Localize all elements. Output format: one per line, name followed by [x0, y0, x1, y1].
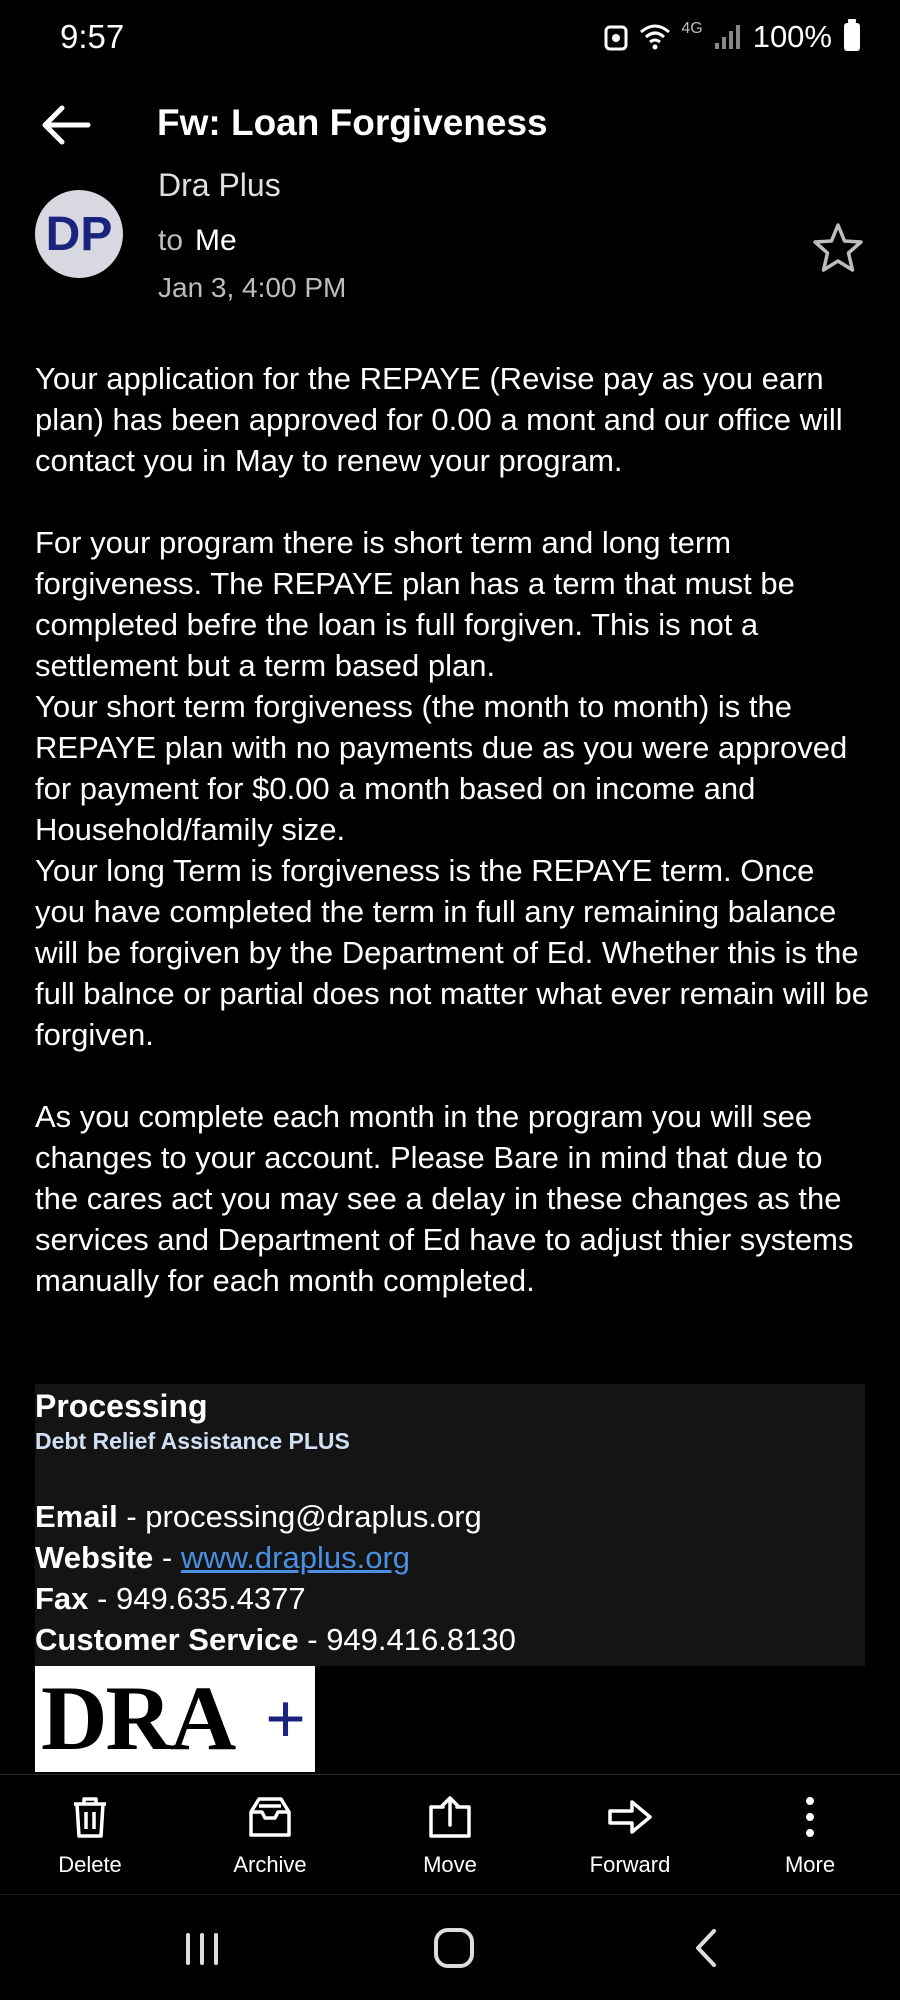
avatar[interactable]: DP	[35, 190, 123, 278]
email-body	[35, 358, 870, 1301]
archive-button[interactable]	[180, 1775, 360, 1894]
logo-plus: +	[265, 1679, 307, 1759]
recent-apps-button[interactable]	[172, 1923, 232, 1973]
website-link[interactable]: www.draplus.org	[180, 1540, 411, 1575]
network-label: 4G	[681, 20, 703, 37]
home-icon	[424, 1923, 484, 1973]
archive-icon	[245, 1792, 295, 1842]
battery-percent: 100%	[752, 19, 832, 54]
more-button[interactable]	[720, 1775, 900, 1894]
move-label: Move	[423, 1851, 477, 1877]
body-paragraph: Your short term forgiveness (the month to month) is the REPAYE plan with no payments due as you were approved for payment for $0.00 a month based on income and Household/family size.	[35, 689, 848, 847]
status-icons	[603, 22, 740, 52]
more-vert-icon	[785, 1792, 835, 1842]
message-date: Jan 3, 4:00 PM	[158, 272, 347, 303]
to-label: to	[158, 224, 184, 257]
trash-icon	[65, 1792, 115, 1842]
app-header	[0, 88, 900, 162]
signature-email	[35, 1496, 865, 1537]
signal-icon	[713, 23, 741, 51]
system-back-button[interactable]	[676, 1923, 736, 1973]
recipient-name: Me	[195, 224, 237, 257]
status-right	[603, 19, 860, 55]
separator: -	[298, 1622, 327, 1657]
sync-icon	[603, 22, 629, 52]
move-icon	[425, 1792, 475, 1842]
star-icon	[810, 220, 866, 276]
recent-apps-icon	[172, 1923, 232, 1973]
body-paragraph: For your program there is short term and long term forgiveness. The REPAYE plan has a term that must be completed befre the loan is full forgiven. This is not a settlement but a term based plan.	[35, 525, 795, 683]
back-arrow-icon	[38, 100, 94, 150]
archive-label: Archive	[233, 1851, 307, 1877]
body-paragraph: Your long Term is forgiveness is the REPAYE term. Once you have completed the term in full any remaining balance will be forgiven by the Department of Ed. Whether this is the full balnce or partial does not matter what ever remain will be forgiven.	[35, 853, 869, 1052]
paragraph-gap	[35, 1055, 870, 1096]
fax-value: 949.635.4377	[115, 1581, 306, 1616]
separator: -	[117, 1499, 146, 1534]
signature-website	[35, 1537, 865, 1578]
star-button[interactable]	[810, 220, 866, 276]
action-bar	[0, 1774, 900, 1894]
delete-label: Delete	[58, 1851, 122, 1877]
system-back-icon	[676, 1923, 736, 1973]
more-label: More	[784, 1851, 836, 1877]
home-button[interactable]	[424, 1923, 484, 1973]
sender-row	[0, 167, 900, 310]
customer-service-value[interactable]: 949.416.8130	[326, 1622, 516, 1657]
paragraph-gap	[35, 481, 870, 522]
status-bar	[0, 0, 900, 74]
fax-label: Fax	[35, 1581, 89, 1616]
status-time: 9:57	[60, 18, 125, 55]
separator: -	[88, 1581, 116, 1616]
recipient-line[interactable]	[158, 224, 237, 258]
email-value[interactable]: processing@draplus.org	[145, 1499, 482, 1534]
logo-text: DRA	[41, 1667, 235, 1769]
email-subject: Fw: Loan Forgiveness	[157, 102, 548, 143]
forward-button[interactable]	[540, 1775, 720, 1894]
body-paragraph: As you complete each month in the program you will see changes to your account. Please Bare in mind that due to the cares act you may see a delay in these changes as the services and Department of Ed have to adjust thier systems manually for each month completed.	[35, 1099, 854, 1298]
customer-service-label: Customer Service	[35, 1622, 299, 1657]
website-label: Website	[35, 1540, 154, 1575]
back-button[interactable]	[38, 100, 94, 150]
signature-title: Processing	[35, 1388, 208, 1424]
wifi-icon	[639, 22, 671, 52]
battery-icon	[844, 23, 860, 51]
separator: -	[153, 1540, 181, 1575]
email-label: Email	[35, 1499, 118, 1534]
move-button[interactable]	[360, 1775, 540, 1894]
signature-fax	[35, 1578, 865, 1619]
body-paragraph: Your application for the REPAYE (Revise pay as you earn plan) has been approved for 0.00 a mont and our office will contact you in May to renew your program.	[35, 361, 843, 478]
signature-customer-service	[35, 1619, 865, 1660]
system-nav-bar	[0, 1894, 900, 2000]
forward-icon	[605, 1792, 655, 1842]
signature-block	[35, 1384, 865, 1666]
delete-button[interactable]	[0, 1775, 180, 1894]
sender-name[interactable]: Dra Plus	[158, 167, 281, 203]
signature-org: Debt Relief Assistance PLUS	[35, 1428, 350, 1454]
forward-label: Forward	[589, 1851, 671, 1877]
company-logo	[35, 1666, 315, 1772]
